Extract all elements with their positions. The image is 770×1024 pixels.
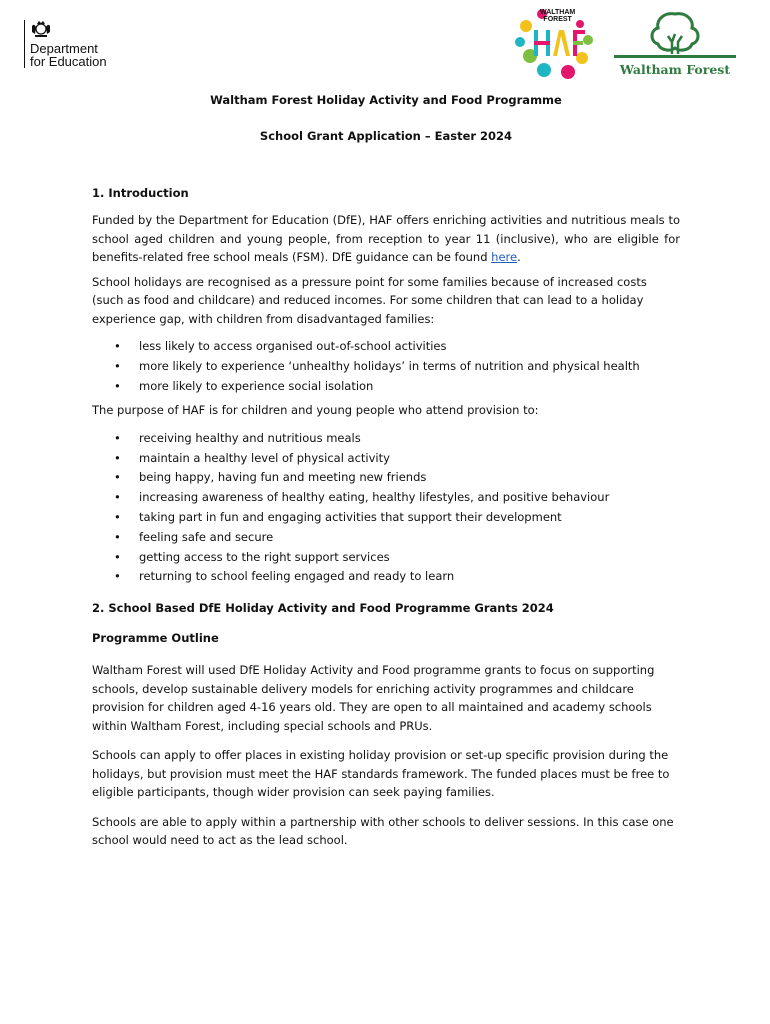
list-item: • receiving healthy and nutritious meals — [92, 429, 680, 449]
bullet-icon: • — [114, 339, 121, 353]
grants-paragraph-2: Schools can apply to offer places in existing holiday provision or set-up specific provision during the holidays, but provision must meet the HAF standards framework. The funded places must be free to eligible participants, though wider provision can seek paying families. — [92, 748, 670, 800]
dfe-logo — [24, 18, 124, 70]
bullet-icon: • — [114, 529, 121, 544]
bullet-icon: • — [114, 510, 121, 525]
document-body — [92, 88, 680, 850]
section-heading-introduction: 1. Introduction — [92, 186, 189, 200]
dfe-guidance-link[interactable]: here — [491, 250, 518, 264]
list-item: • feeling safe and secure — [92, 528, 680, 548]
purpose-list — [92, 429, 680, 587]
bullet-icon: • — [114, 549, 121, 564]
list-item: • returning to school feeling engaged and ready to learn — [92, 567, 680, 587]
royal-crest-icon — [30, 18, 52, 38]
bullet-icon: • — [114, 569, 121, 584]
list-item: • less likely to access organised out-of-school activities — [92, 337, 680, 357]
dfe-logo-line2: for Education — [30, 54, 107, 69]
logo-divider — [24, 20, 25, 68]
list-item: • maintain a healthy level of physical activity — [92, 449, 680, 469]
waltham-forest-logo — [612, 8, 738, 80]
subheading-programme-outline: Programme Outline — [92, 631, 219, 646]
bullet-icon: • — [114, 470, 121, 485]
list-item: • getting access to the right support services — [92, 548, 680, 568]
grants-paragraph-3: Schools are able to apply within a partnership with other schools to deliver sessions. In this case one school would need to act as the lead school. — [92, 814, 674, 848]
document-title: Waltham Forest Holiday Activity and Food Programme — [210, 93, 562, 107]
bullet-icon: • — [114, 378, 121, 393]
haf-logo-title: WALTHAM FOREST — [540, 9, 576, 23]
document-subtitle: School Grant Application – Easter 2024 — [259, 129, 513, 143]
list-item: • increasing awareness of healthy eating, healthy lifestyles, and positive behaviour — [92, 488, 680, 508]
list-item: • more likely to experience social isolation — [92, 377, 680, 397]
bullet-icon: • — [114, 450, 121, 465]
grants-paragraph-1: Waltham Forest will used DfE Holiday Activity and Food programme grants to focus on supporting schools, develop sustainable delivery models for enriching activity programmes and childcare provision for children aged 4-16 years old. They are open to all maintained and academy schools within Waltham Forest, including special schools and PRUs. — [92, 663, 655, 733]
waltham-forest-wordmark: Waltham Forest — [619, 62, 731, 77]
bullet-icon: • — [114, 490, 121, 505]
list-item: • taking part in fun and engaging activities that support their development — [92, 508, 680, 528]
list-item: • being happy, having fun and meeting new friends — [92, 468, 680, 488]
intro-paragraph-2: School holidays are recognised as a pressure point for some families because of increased costs (such as food and childcare) and reduced incomes. For some children that can lead to a holiday experience gap, with children from disadvantaged families: — [92, 274, 647, 326]
oak-tree-icon — [612, 8, 738, 62]
bullet-icon: • — [114, 358, 121, 373]
section-heading-grants: 2. School Based DfE Holiday Activity and Food Programme Grants 2024 — [92, 601, 554, 616]
intro-paragraph-1: Funded by the Department for Education (DfE), HAF offers enriching activities and nutritious meals to school aged children and young people, from reception to year 11 (inclusive), who are eligible for benefits-related free school meals (FSM). DfE guidance can be found here. — [92, 213, 680, 264]
list-item: • more likely to experience ‘unhealthy holidays’ in terms of nutrition and physical health — [92, 357, 680, 377]
intro-paragraph-3: The purpose of HAF is for children and young people who attend provision to: — [92, 403, 539, 418]
haf-logo — [506, 4, 606, 84]
dfe-logo-line1: Department — [30, 41, 98, 56]
disadvantage-list — [92, 337, 680, 396]
bullet-icon: • — [114, 430, 121, 445]
